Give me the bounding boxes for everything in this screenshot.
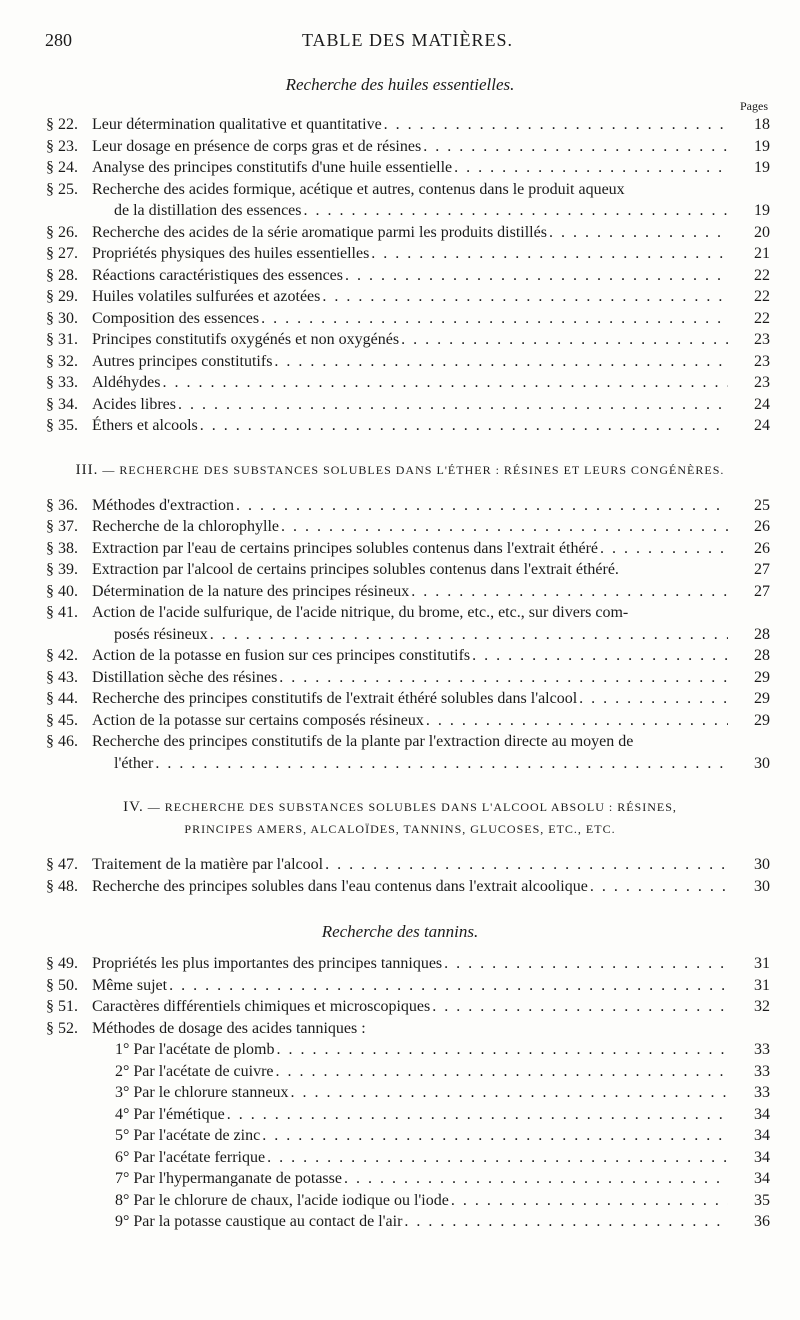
- section-heading-text-line1: — RECHERCHE DES SUBSTANCES SOLUBLES DANS L'ALCOOL ABSOLU : RÉSINES,: [143, 800, 677, 814]
- toc-entry: [0, 495, 800, 517]
- section-number: § 51.: [46, 998, 78, 1015]
- page-reference: 24: [754, 417, 770, 434]
- page-reference: 23: [754, 331, 770, 348]
- dot-leader: [236, 495, 728, 517]
- toc-entry: [0, 222, 800, 244]
- toc-entry: [0, 854, 800, 876]
- toc-entry: [0, 710, 800, 732]
- dot-leader: [281, 516, 728, 538]
- entry-title-line: Extraction par l'alcool de certains principes solubles contenus dans l'extrait éthéré.: [92, 561, 619, 578]
- dot-leader: [472, 645, 728, 667]
- page-reference: 33: [754, 1084, 770, 1101]
- toc-entry: [0, 559, 800, 581]
- section-heading-ether: [0, 459, 800, 481]
- entry-title-line: Extraction par l'eau de certains principes solubles contenus dans l'extrait éthéré . . .: [92, 538, 728, 560]
- section-number: § 29.: [46, 288, 78, 305]
- pages-column-label: Pages: [740, 99, 768, 113]
- entry-title-line: Principes constitutifs oxygénés et non oxygénés . . .: [92, 329, 728, 351]
- entry-title-line: Composition des essences . . .: [92, 308, 728, 330]
- dot-leader: [274, 351, 728, 373]
- page-reference: 19: [754, 159, 770, 176]
- dot-leader: [276, 1061, 728, 1083]
- toc-entry: [0, 114, 800, 136]
- entry-title-line: Recherche des acides de la série aromatique parmi les produits distillés . . .: [92, 222, 728, 244]
- dot-leader: [344, 1168, 728, 1190]
- section-number: § 40.: [46, 582, 78, 600]
- entry-title-line: Propriétés physiques des huiles essentielles . . .: [92, 243, 728, 265]
- toc-entry: [0, 157, 800, 179]
- section-title-tannins: Recherche des tannins.: [321, 922, 479, 941]
- page-reference: 34: [754, 1170, 770, 1187]
- toc-entry: [0, 351, 800, 373]
- page-reference: 35: [754, 1191, 770, 1209]
- section-number: § 22.: [46, 116, 78, 133]
- entry-title-line: Action de l'acide sulfurique, de l'acide nitrique, du brome, etc., etc., sur divers com-: [92, 604, 629, 621]
- section-number: § 41.: [46, 604, 78, 621]
- dot-leader: [200, 415, 728, 437]
- entry-title-line: Recherche de la chlorophylle . . .: [92, 516, 728, 538]
- section-number: § 23.: [46, 137, 78, 155]
- dot-leader: [178, 394, 728, 416]
- toc-entry: [0, 329, 800, 351]
- entry-title-line: Méthodes d'extraction . . .: [92, 495, 728, 517]
- page-reference: 25: [754, 496, 770, 514]
- page-reference: 31: [754, 955, 770, 972]
- section-essential-oils-entries: [0, 114, 800, 437]
- section-ether-entries: [0, 495, 800, 775]
- dot-leader: [454, 157, 728, 179]
- toc-subentry: [0, 1211, 800, 1233]
- section-number: § 27.: [46, 245, 78, 262]
- toc-subentry: [0, 1061, 800, 1083]
- section-alcohol-entries: [0, 854, 800, 897]
- page-reference: 29: [754, 711, 770, 729]
- section-number: § 44.: [46, 690, 78, 707]
- dot-leader: [325, 854, 728, 876]
- entry-title-line: Méthodes de dosage des acides tanniques :: [92, 1019, 366, 1037]
- section-number: § 36.: [46, 496, 78, 514]
- page-reference: 34: [754, 1105, 770, 1123]
- entry-title-line: 7° Par l'hypermanganate de potasse . . .: [115, 1168, 728, 1190]
- page-reference: 20: [754, 223, 770, 241]
- toc-entry: [0, 179, 800, 222]
- toc-subentry: [0, 1190, 800, 1212]
- section-number: § 46.: [46, 733, 78, 750]
- section-number: § 49.: [46, 955, 78, 972]
- page-reference: 34: [754, 1148, 770, 1166]
- section-number: § 31.: [46, 331, 78, 348]
- section-roman-numeral: IV.: [123, 799, 144, 815]
- page-reference: 26: [754, 539, 770, 557]
- page-reference: 28: [754, 647, 770, 664]
- page-number: 280: [45, 30, 72, 50]
- entry-title-line: Recherche des acides formique, acétique et autres, contenus dans le produit aqueux: [92, 180, 625, 198]
- section-title-essential-oils: Recherche des huiles essentielles.: [285, 75, 515, 94]
- page-reference: 22: [754, 266, 770, 284]
- toc-entry: [0, 953, 800, 975]
- entry-title-line: Leur détermination qualitative et quantitative . . .: [92, 114, 728, 136]
- entry-title-line: 6° Par l'acétate ferrique . . .: [115, 1147, 728, 1169]
- entry-title-line: Leur dosage en présence de corps gras et de résines . . .: [92, 136, 728, 158]
- dot-leader: [371, 243, 728, 265]
- toc-entry: [0, 645, 800, 667]
- section-number: § 32.: [46, 352, 78, 370]
- entry-title-line: Recherche des principes solubles dans l'eau contenus dans l'extrait alcoolique . . .: [92, 876, 728, 898]
- entry-title-line: Même sujet . . .: [92, 975, 728, 997]
- dot-leader: [426, 710, 728, 732]
- page-reference: 30: [754, 877, 770, 895]
- toc-subentry: [0, 1082, 800, 1104]
- page-reference: 36: [754, 1213, 770, 1230]
- section-heading-alcohol: [0, 796, 800, 840]
- section-number: § 33.: [46, 374, 78, 391]
- dot-leader: [451, 1190, 728, 1212]
- toc-entry: [0, 876, 800, 898]
- page-reference: 32: [754, 998, 770, 1015]
- toc-content: [0, 72, 800, 1233]
- dot-leader: [279, 667, 728, 689]
- entry-title-line: Acides libres . . .: [92, 394, 728, 416]
- section-heading-text: — RECHERCHE DES SUBSTANCES SOLUBLES DANS L'ÉTHER : RÉSINES ET LEURS CONGÉNÈRES.: [98, 462, 725, 477]
- entry-title-line: Aldéhydes . . .: [92, 372, 728, 394]
- toc-entry: [0, 975, 800, 997]
- entry-title-line: 3° Par le chlorure stanneux . . .: [115, 1082, 728, 1104]
- toc-entry: [0, 243, 800, 265]
- dot-leader: [169, 975, 728, 997]
- entry-title-line: Caractères différentiels chimiques et microscopiques . . .: [92, 996, 728, 1018]
- page-reference: 33: [754, 1041, 770, 1058]
- dot-leader: [432, 996, 728, 1018]
- page-reference: 34: [754, 1127, 770, 1144]
- page-reference: 21: [754, 245, 770, 262]
- entry-title-line: Éthers et alcools . . .: [92, 415, 728, 437]
- toc-entry: [0, 136, 800, 158]
- page-reference: 29: [754, 668, 770, 686]
- toc-entry: [0, 1018, 800, 1040]
- toc-entry: [0, 308, 800, 330]
- entry-title-line: 4° Par l'émétique . . .: [115, 1104, 728, 1126]
- entry-title-line: Action de la potasse sur certains composés résineux . . .: [92, 710, 728, 732]
- section-number: § 42.: [46, 647, 78, 664]
- dot-leader: [304, 200, 728, 222]
- page-reference: 27: [754, 561, 770, 578]
- dot-leader: [155, 753, 728, 775]
- section-number: § 28.: [46, 266, 78, 284]
- page-reference: 19: [754, 137, 770, 155]
- toc-entry: [0, 372, 800, 394]
- entry-title-line: Action de la potasse en fusion sur ces principes constitutifs . . .: [92, 645, 728, 667]
- section-number: § 26.: [46, 223, 78, 241]
- dot-leader: [162, 372, 728, 394]
- toc-entry: [0, 538, 800, 560]
- page-reference: 19: [754, 202, 770, 219]
- page-reference: 24: [754, 395, 770, 413]
- section-number: § 43.: [46, 668, 78, 686]
- page-reference: 33: [754, 1062, 770, 1080]
- entry-title-line: Réactions caractéristiques des essences . . .: [92, 265, 728, 287]
- section-number: § 38.: [46, 539, 78, 557]
- dot-leader: [579, 688, 728, 710]
- section-tannins-subentries: [0, 1039, 800, 1233]
- entry-title-line: 8° Par le chlorure de chaux, l'acide iodique ou l'iode . . .: [115, 1190, 728, 1212]
- page-reference: 28: [754, 625, 770, 643]
- entry-title-line: 5° Par l'acétate de zinc . . .: [115, 1125, 728, 1147]
- toc-entry: [0, 415, 800, 437]
- section-number: § 34.: [46, 395, 78, 413]
- section-number: § 39.: [46, 561, 78, 578]
- entry-title-line: Recherche des principes constitutifs de la plante par l'extraction directe au moyen de: [92, 733, 634, 750]
- entry-title-line: l'éther . . .: [92, 753, 728, 775]
- toc-entry: [0, 581, 800, 603]
- dot-leader: [404, 1211, 728, 1233]
- page-header: [45, 30, 770, 54]
- dot-leader: [423, 136, 728, 158]
- page-reference: 29: [754, 690, 770, 707]
- page-title: TABLE DES MATIÈRES.: [301, 30, 514, 50]
- entry-title-line: posés résineux . . .: [92, 624, 728, 646]
- dot-leader: [267, 1147, 728, 1169]
- toc-entry: [0, 286, 800, 308]
- entry-title-line: Propriétés les plus importantes des principes tanniques . . .: [92, 953, 728, 975]
- page-reference: 27: [754, 582, 770, 600]
- entry-title-line: Recherche des principes constitutifs de l'extrait éthéré solubles dans l'alcool . . .: [92, 688, 728, 710]
- toc-subentry: [0, 1125, 800, 1147]
- dot-leader: [227, 1104, 728, 1126]
- toc-entry: [0, 731, 800, 774]
- entry-title-line: Huiles volatiles sulfurées et azotées . . .: [92, 286, 728, 308]
- section-tannins-entries: [0, 953, 800, 1039]
- page-reference: 31: [754, 976, 770, 994]
- page-reference: 22: [754, 288, 770, 305]
- toc-subentry: [0, 1104, 800, 1126]
- dot-leader: [549, 222, 728, 244]
- toc-entry: [0, 688, 800, 710]
- dot-leader: [262, 1125, 728, 1147]
- entry-title-line: Analyse des principes constitutifs d'une huile essentielle . . .: [92, 157, 728, 179]
- dot-leader: [290, 1082, 728, 1104]
- section-number: § 45.: [46, 711, 78, 729]
- section-roman-numeral: III.: [75, 461, 99, 478]
- dot-leader: [411, 581, 728, 603]
- section-number: § 35.: [46, 417, 78, 434]
- dot-leader: [590, 876, 728, 898]
- section-number: § 24.: [46, 159, 78, 176]
- section-heading-text-line2: PRINCIPES AMERS, ALCALOÏDES, TANNINS, GLUCOSES, ETC., ETC.: [184, 822, 616, 836]
- toc-entry: [0, 667, 800, 689]
- entry-title-line: Autres principes constitutifs . . .: [92, 351, 728, 373]
- dot-leader: [322, 286, 728, 308]
- section-number: § 48.: [46, 877, 78, 895]
- page-reference: 22: [754, 309, 770, 327]
- dot-leader: [345, 265, 728, 287]
- section-number: § 25.: [46, 180, 78, 198]
- toc-entry: [0, 516, 800, 538]
- entry-title-line: 9° Par la potasse caustique au contact de l'air . . .: [115, 1211, 728, 1233]
- toc-entry: [0, 265, 800, 287]
- entry-title-line: Distillation sèche des résines . . .: [92, 667, 728, 689]
- toc-entry: [0, 602, 800, 645]
- section-number: § 30.: [46, 309, 78, 327]
- entry-title-line: 2° Par l'acétate de cuivre . . .: [115, 1061, 728, 1083]
- page-reference: 23: [754, 374, 770, 391]
- page-reference: 23: [754, 352, 770, 370]
- dot-leader: [261, 308, 728, 330]
- page-reference: 30: [754, 856, 770, 873]
- section-number: § 37.: [46, 518, 78, 535]
- toc-subentry: [0, 1039, 800, 1061]
- entry-title-line: Traitement de la matière par l'alcool . . .: [92, 854, 728, 876]
- entry-title-line: de la distillation des essences . . .: [92, 200, 728, 222]
- toc-entry: [0, 394, 800, 416]
- entry-title-line: Détermination de la nature des principes résineux . . .: [92, 581, 728, 603]
- page-reference: 30: [754, 754, 770, 772]
- dot-leader: [384, 114, 728, 136]
- page-reference: 18: [754, 116, 770, 133]
- dot-leader: [276, 1039, 728, 1061]
- dot-leader: [600, 538, 728, 560]
- dot-leader: [444, 953, 728, 975]
- section-number: § 52.: [46, 1019, 78, 1037]
- page-reference: 26: [754, 518, 770, 535]
- section-number: § 50.: [46, 976, 78, 994]
- toc-entry: [0, 996, 800, 1018]
- dot-leader: [401, 329, 728, 351]
- section-number: § 47.: [46, 856, 78, 873]
- dot-leader: [210, 624, 728, 646]
- toc-subentry: [0, 1147, 800, 1169]
- toc-subentry: [0, 1168, 800, 1190]
- entry-title-line: 1° Par l'acétate de plomb . . .: [115, 1039, 728, 1061]
